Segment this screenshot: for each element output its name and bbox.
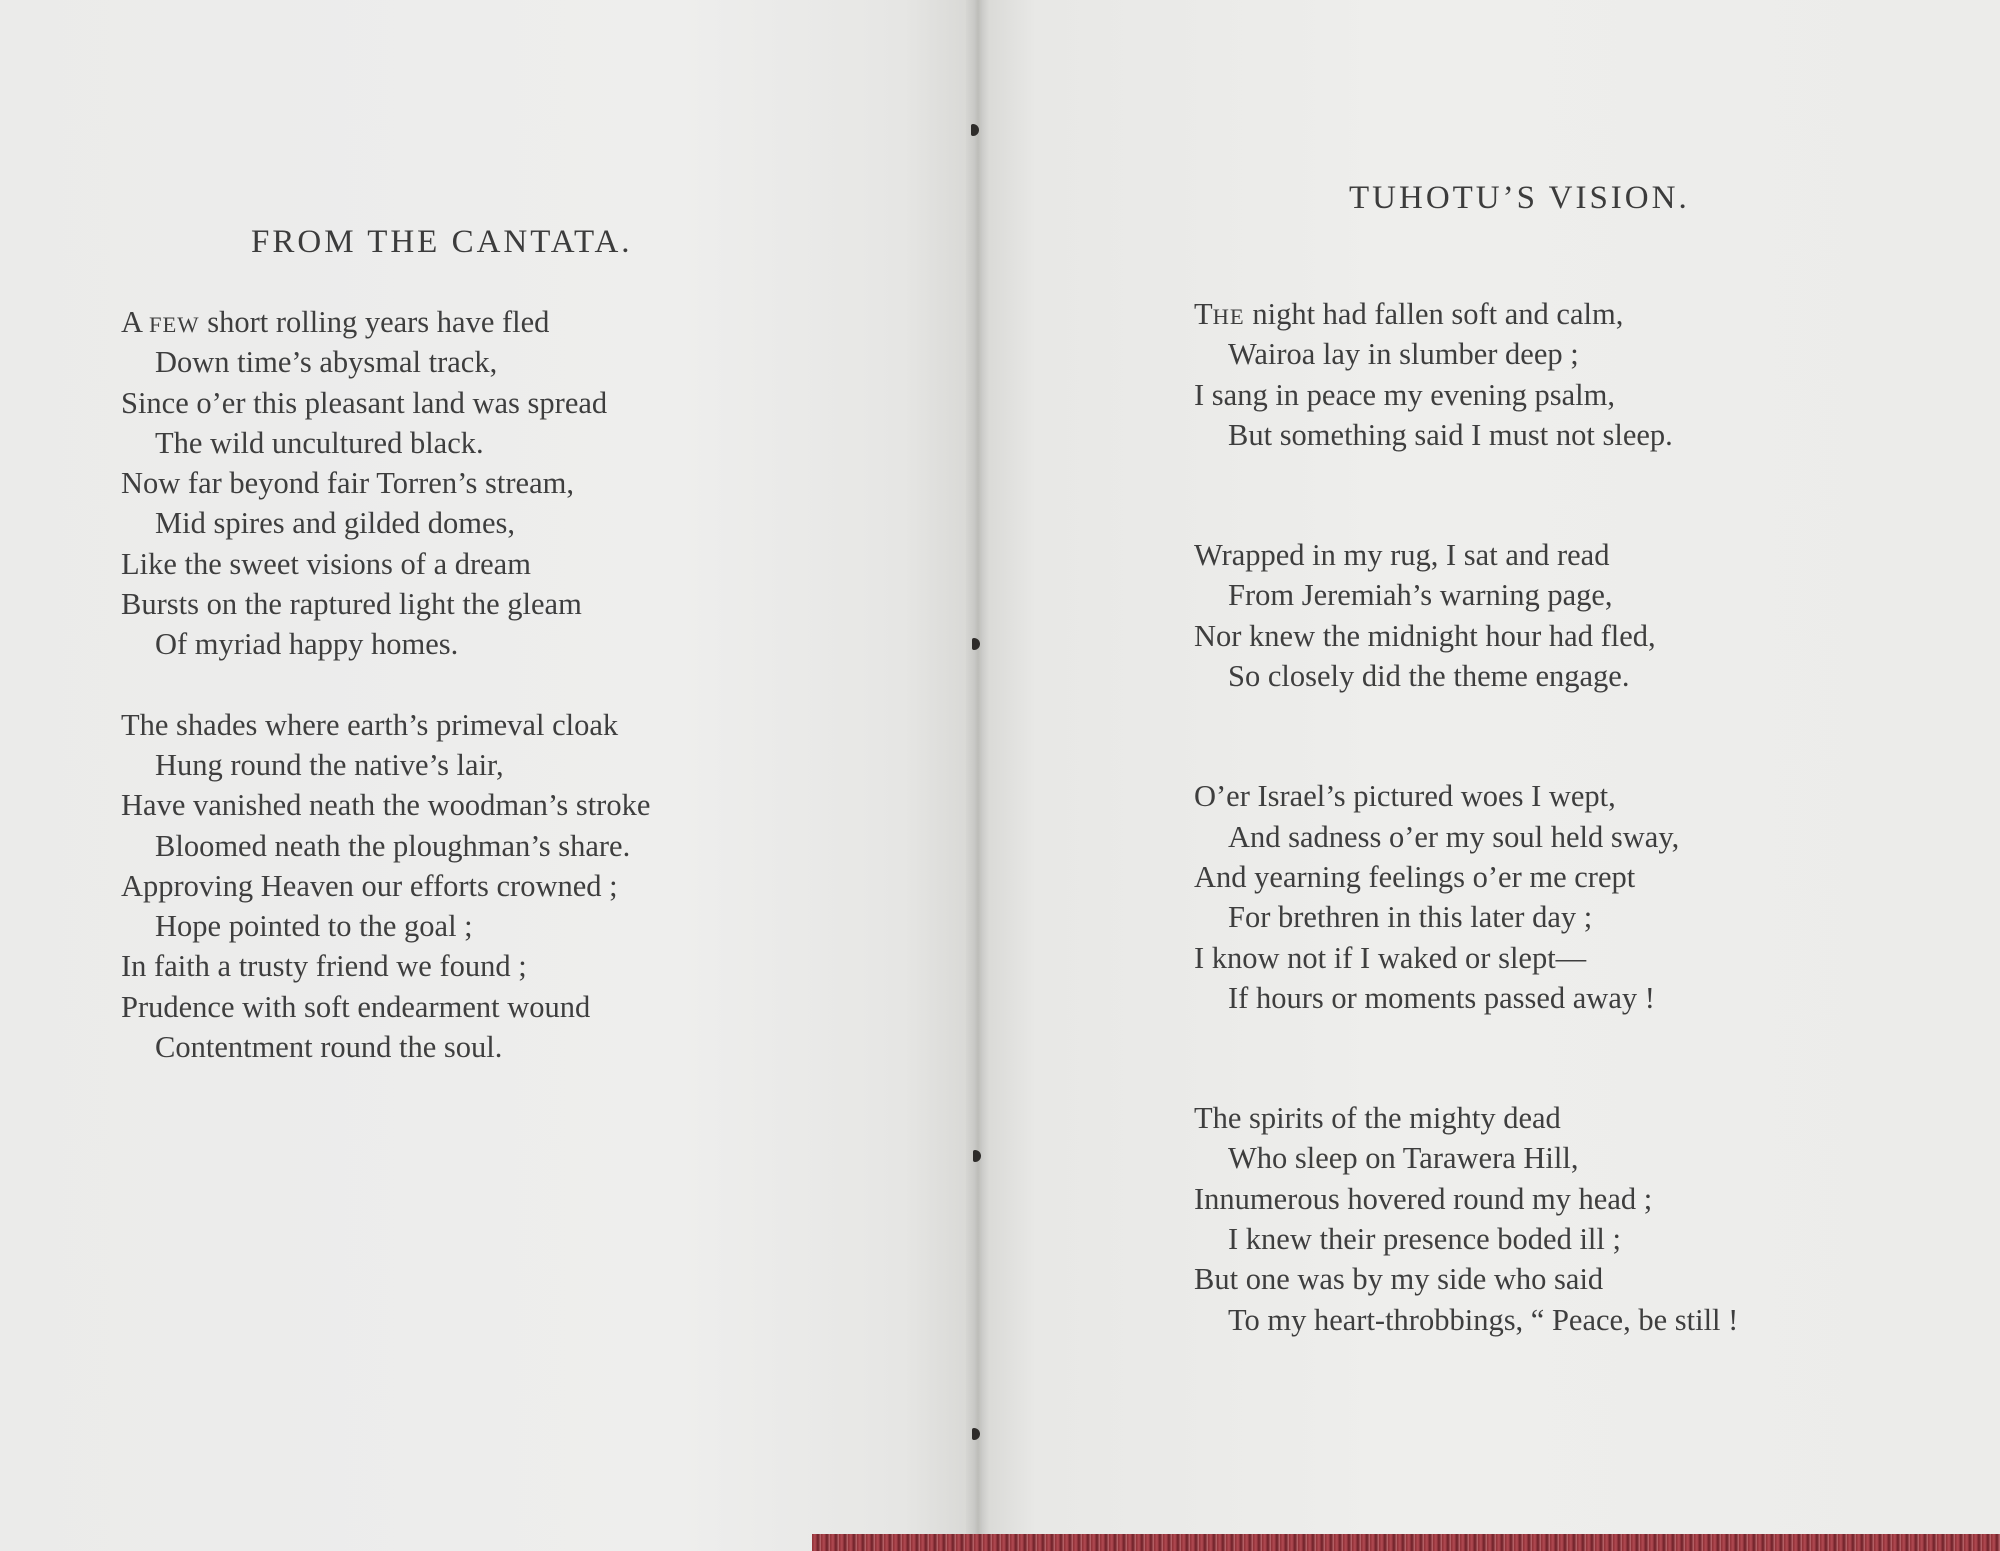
- poem-line: [1194, 294, 1738, 334]
- right-page-title: TUHOTU’S VISION.: [1349, 180, 1690, 216]
- poem-line: I sang in peace my evening psalm,: [1194, 377, 1615, 412]
- poem-line: And yearning feelings o’er me crept: [1194, 859, 1636, 894]
- poem-line: Of myriad happy homes.: [155, 627, 459, 662]
- poem-line: Since o’er this pleasant land was spread: [121, 385, 608, 420]
- poem-line: I know not if I waked or slept—: [1194, 940, 1587, 975]
- poem-line: For brethren in this later day ;: [1228, 900, 1593, 935]
- poem-line: And sadness o’er my soul held sway,: [1228, 819, 1680, 854]
- poem-line: Like the sweet visions of a dream: [121, 546, 531, 581]
- poem-line: Innumerous hovered round my head ;: [1194, 1181, 1653, 1216]
- poem-line: Hung round the native’s lair,: [155, 747, 504, 782]
- poem-line: Wairoa lay in slumber deep ;: [1228, 337, 1579, 372]
- poem-line: Mid spires and gilded domes,: [155, 506, 516, 541]
- first-line-text: night had fallen soft and calm,: [1244, 297, 1624, 331]
- poem-line: Prudence with soft endearment wound: [121, 989, 591, 1024]
- poem-line: Hope pointed to the goal ;: [155, 909, 473, 944]
- poem-line: Wrapped in my rug, I sat and read: [1194, 538, 1610, 573]
- left-page-title: FROM THE CANTATA.: [251, 224, 633, 260]
- poem-line: From Jeremiah’s warning page,: [1228, 578, 1613, 613]
- poem-line: So closely did the theme engage.: [1228, 659, 1630, 694]
- first-line-text: short rolling years have fled: [199, 305, 550, 339]
- small-caps-word: FEW: [148, 312, 200, 337]
- right-poem: [1194, 294, 1738, 1340]
- poem-line: The shades where earth’s primeval cloak: [121, 707, 619, 742]
- poem-line: Down time’s abysmal track,: [155, 345, 498, 380]
- stanza: [1194, 776, 1738, 1018]
- poem-line: Bursts on the raptured light the gleam: [121, 587, 582, 622]
- poem-line: O’er Israel’s pictured woes I wept,: [1194, 779, 1616, 814]
- stanza: [1194, 294, 1738, 455]
- poem-line: Now far beyond fair Torren’s stream,: [121, 466, 574, 501]
- small-caps-word: HE: [1212, 304, 1245, 329]
- poem-line: The wild uncultured black.: [155, 425, 484, 460]
- poem-line: Who sleep on Tarawera Hill,: [1228, 1141, 1579, 1176]
- stanza: [121, 302, 650, 665]
- poem-line: Nor knew the midnight hour had fled,: [1194, 618, 1656, 653]
- stanza: [1194, 1098, 1738, 1340]
- poem-line: Bloomed neath the ploughman’s share.: [155, 828, 631, 863]
- first-word: A: [121, 305, 142, 339]
- poem-line: Have vanished neath the woodman’s stroke: [121, 788, 651, 823]
- stanza: [121, 705, 650, 1068]
- poem-line: But one was by my side who said: [1194, 1262, 1604, 1297]
- stanza: [1194, 535, 1738, 696]
- poem-line: The spirits of the mighty dead: [1194, 1101, 1561, 1136]
- poem-line: If hours or moments passed away !: [1228, 980, 1655, 1015]
- poem-line: [121, 302, 650, 342]
- poem-line: Approving Heaven our efforts crowned ;: [121, 868, 618, 903]
- poem-line: To my heart-throbbings, “ Peace, be still !: [1228, 1302, 1739, 1337]
- poem-line: In faith a trusty friend we found ;: [121, 949, 527, 984]
- left-poem: [121, 302, 650, 1067]
- poem-line: But something said I must not sleep.: [1228, 417, 1673, 452]
- first-word-capital: T: [1194, 297, 1213, 331]
- poem-line: I knew their presence boded ill ;: [1228, 1222, 1621, 1257]
- poem-line: Contentment round the soul.: [155, 1030, 503, 1065]
- binding-cloth-edge: [812, 1534, 2000, 1551]
- book-gutter: [966, 0, 990, 1551]
